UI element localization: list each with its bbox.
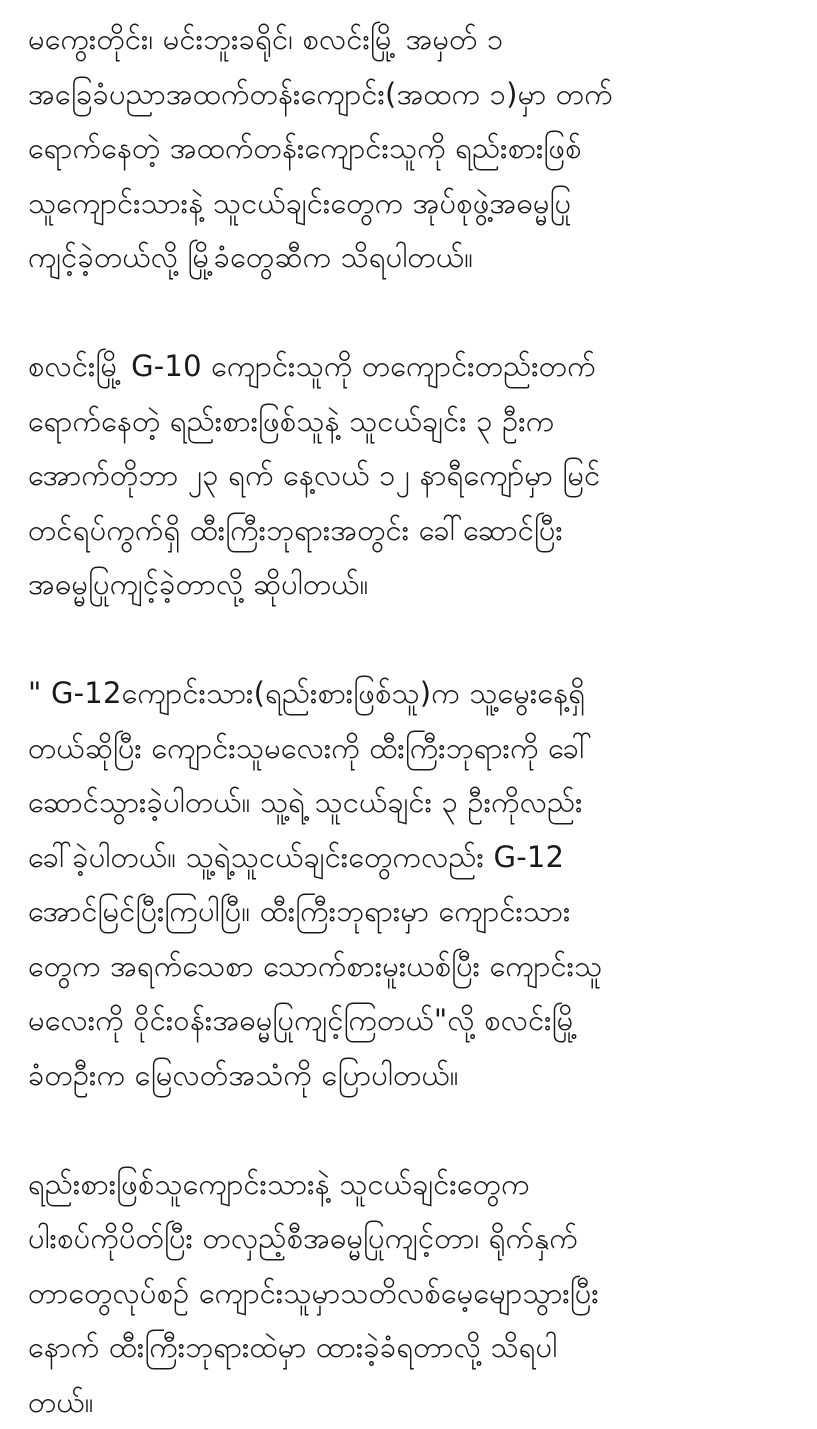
text-line: အခြေခံပညာအထက်တန်းကျောင်း(အထက ၁)မှာ တက် bbox=[28, 67, 791, 122]
text-line: တယ်ဆိုပြီး ကျောင်းသူမလေးကို ထီးကြီးဘုရားကို ခေါ် bbox=[28, 721, 791, 776]
paragraph-1 bbox=[28, 12, 791, 285]
text-line: " G-12ကျောင်းသား(ရည်းစားဖြစ်သူ)က သူ့မွေးနေ့ရှိ bbox=[28, 666, 791, 721]
text-line: တယ်။ bbox=[28, 1375, 791, 1429]
text-line: မလေးကို ဝိုင်းဝန်းအဓမ္မပြုကျင့်ကြတယ်"လို့ စလင်းမြို့ bbox=[28, 993, 791, 1048]
text-line: စလင်းမြို့ G-10 ကျောင်းသူကို တကျောင်းတည်းတက် bbox=[28, 339, 791, 394]
text-line: ရည်းစားဖြစ်သူကျောင်းသားနဲ့ သူငယ်ချင်းတွေက bbox=[28, 1157, 791, 1212]
text-line: အဓမ္မပြုကျင့်ခဲ့တာလို့ ဆိုပါတယ်။ bbox=[28, 557, 791, 612]
text-line: တွေက အရက်သေစာ သောက်စားမူးယစ်ပြီး ကျောင်းသူ bbox=[28, 939, 791, 994]
paragraph-gap bbox=[28, 285, 791, 340]
text-line: နောက် ထီးကြီးဘုရားထဲမှာ ထားခဲ့ခံရတာလို့ သိရပါ bbox=[28, 1320, 791, 1375]
text-line: တာတွေလုပ်စဉ် ကျောင်းသူမှာသတိလစ်မေ့မျောသွားပြီး bbox=[28, 1266, 791, 1321]
text-line: အောက်တိုဘာ ၂၃ ရက် နေ့လယ် ၁၂ နာရီကျော်မှာ မြင် bbox=[28, 448, 791, 503]
paragraph-4 bbox=[28, 1157, 791, 1429]
paragraph-gap bbox=[28, 612, 791, 667]
text-line: မကွေးတိုင်း၊ မင်းဘူးခရိုင်၊ စလင်းမြို့ အမှတ် ၁ bbox=[28, 12, 791, 67]
text-line: ခေါ်ခဲ့ပါတယ်။ သူ့ရဲ့သူငယ်ချင်းတွေကလည်း G-12 bbox=[28, 830, 791, 885]
text-line: ခံတဦးက မြေလတ်အသံကို ပြောပါတယ်။ bbox=[28, 1048, 791, 1103]
paragraph-gap bbox=[28, 1102, 791, 1157]
paragraph-3-quote bbox=[28, 666, 791, 1102]
text-line: သူကျောင်းသားနဲ့ သူငယ်ချင်းတွေက အုပ်စုဖွဲ့အဓမ္မပြု bbox=[28, 176, 791, 231]
text-line: ကျင့်ခဲ့တယ်လို့ မြို့ခံတွေဆီက သိရပါတယ်။ bbox=[28, 230, 791, 285]
text-line: အောင်မြင်ပြီးကြပါပြီ။ ထီးကြီးဘုရားမှာ ကျောင်းသား bbox=[28, 884, 791, 939]
paragraph-2 bbox=[28, 339, 791, 612]
text-line: တင်ရပ်ကွက်ရှိ ထီးကြီးဘုရားအတွင်း ခေါ်ဆောင်ပြီး bbox=[28, 503, 791, 558]
text-line: ဆောင်သွားခဲ့ပါတယ်။ သူ့ရဲ့ သူငယ်ချင်း ၃ ဦးကိုလည်း bbox=[28, 775, 791, 830]
text-line: ရောက်နေတဲ့ ရည်းစားဖြစ်သူနဲ့ သူငယ်ချင်း ၃ ဦးက bbox=[28, 394, 791, 449]
text-line: ပါးစပ်ကိုပိတ်ပြီး တလှည့်စီအဓမ္မပြုကျင့်တာ၊ ရိုက်နှက် bbox=[28, 1211, 791, 1266]
text-line: ရောက်နေတဲ့ အထက်တန်းကျောင်းသူကို ရည်းစားဖြစ် bbox=[28, 121, 791, 176]
